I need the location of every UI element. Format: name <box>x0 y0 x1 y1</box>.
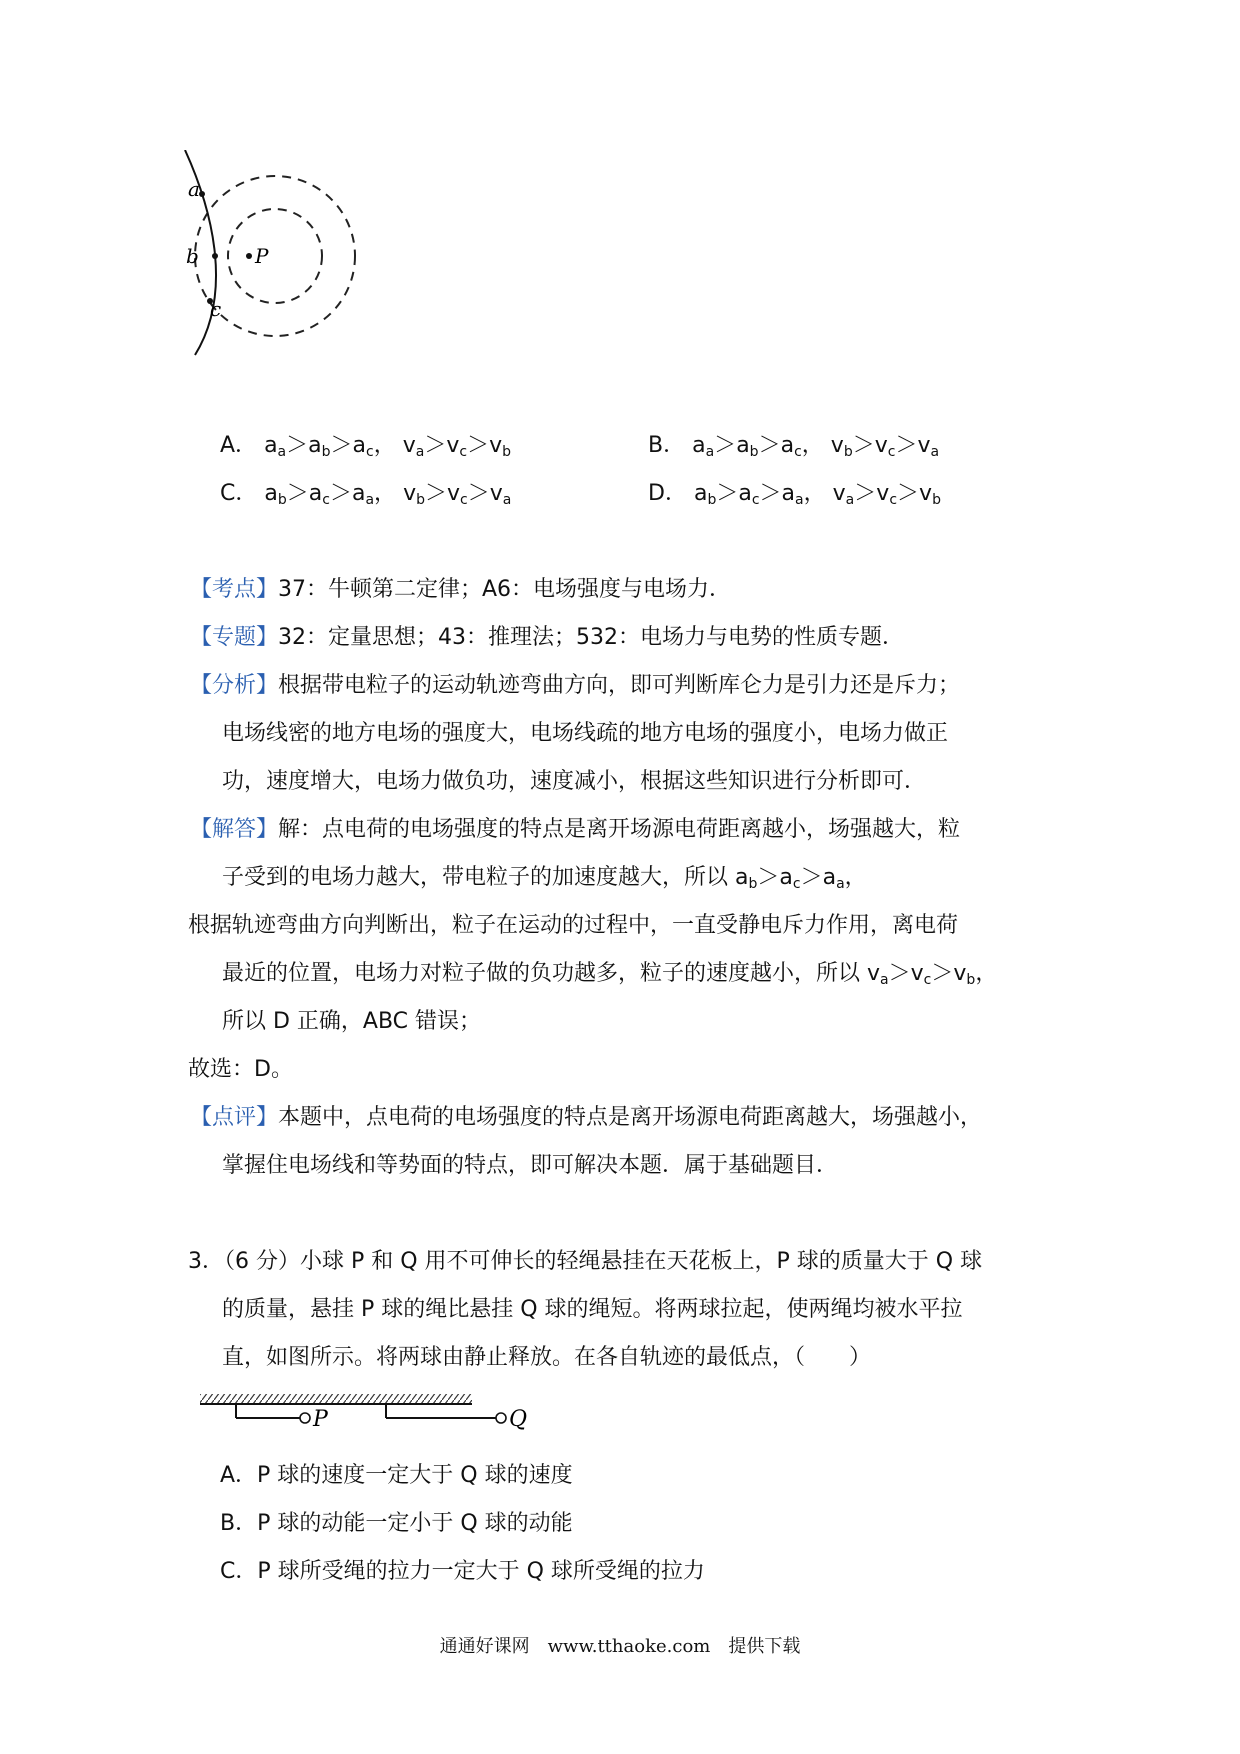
jieda-tag: 【解答】 <box>190 817 279 842</box>
q3-stem-3: 直，如图所示。将两球由静止释放。在各自轨迹的最低点，（ ） <box>222 1345 872 1370</box>
q3-option-b: B．P 球的动能一定小于 Q 球的动能 <box>220 1511 573 1536</box>
q2-option-c: C． $a_b>a_c>a_a$， $v_b>v_c>v_a$ <box>220 481 512 508</box>
q3-option-a: A．P 球的速度一定大于 Q 球的速度 <box>220 1463 573 1488</box>
jieda-line-2: 子受到的电场力越大，带电粒子的加速度越大，所以 $a_b>a_c>a_a$， <box>222 865 867 892</box>
kaodian-tag: 【考点】 <box>190 577 279 602</box>
q3-option-c: C．P 球所受绳的拉力一定大于 Q 球所受绳的拉力 <box>220 1559 705 1584</box>
q3-stem-1: 3．（6 分）小球 P 和 Q 用不可伸长的轻绳悬挂在天花板上，P 球的质量大于 Q 球 <box>188 1249 983 1274</box>
ball-q <box>496 1413 506 1423</box>
zhuanti-line: 【专题】32：定量思想；43：推理法；532：电场力与电势的性质专题． <box>190 625 904 650</box>
label-b: b <box>186 244 199 268</box>
dianping-line-2: 掌握住电场线和等势面的特点，即可解决本题．属于基础题目． <box>222 1153 839 1178</box>
ceiling-hatch <box>200 1394 472 1403</box>
q2-option-d: D． $a_b>a_c>a_a$， $v_a>v_c>v_b$ <box>648 481 941 508</box>
ball-p <box>300 1413 310 1423</box>
fenxi-tag: 【分析】 <box>190 673 279 698</box>
inner-equipotential <box>228 209 322 303</box>
label-p: P <box>255 244 269 268</box>
q3-stem-2: 的质量，悬挂 P 球的绳比悬挂 Q 球的绳短。将两球拉起，使两绳均被水平拉 <box>222 1297 963 1322</box>
dianping-line-1: 【点评】本题中，点电荷的电场强度的特点是离开场源电荷距离越大，场强越小， <box>190 1105 983 1130</box>
jieda-line-3: 根据轨迹弯曲方向判断出，粒子在运动的过程中，一直受静电斥力作用，离电荷 <box>188 913 959 938</box>
label-a: a <box>188 177 200 201</box>
kaodian-line: 【考点】37：牛顿第二定律；A6：电场强度与电场力． <box>190 577 732 602</box>
fenxi-line-1: 【分析】根据带电粒子的运动轨迹弯曲方向，即可判断库仑力是引力还是斥力； <box>190 673 961 698</box>
jieda-line-5: 所以 D 正确，ABC 错误； <box>222 1009 482 1034</box>
pendulum-figure <box>196 1392 536 1442</box>
ball-q-label: Q <box>509 1407 528 1432</box>
ball-p-label: P <box>313 1407 328 1432</box>
jieda-line-1: 【解答】解：点电荷的电场强度的特点是离开场源电荷距离越小，场强越大，粒 <box>190 817 961 842</box>
trajectory-figure <box>180 150 380 410</box>
jieda-line-6: 故选：D。 <box>188 1057 293 1082</box>
point-p <box>246 253 252 259</box>
page-footer: 通通好课网 www.tthaoke.com 提供下载 <box>439 1636 801 1657</box>
q2-option-b: B． $a_a>a_b>a_c$， $v_b>v_c>v_a$ <box>648 433 940 460</box>
fenxi-line-2: 电场线密的地方电场的强度大，电场线疏的地方电场的强度小，电场力做正 <box>222 721 949 746</box>
label-c: c <box>210 297 222 321</box>
jieda-line-4: 最近的位置，电场力对粒子做的负功越多，粒子的速度越小，所以 $v_a>v_c>v_b$， <box>222 961 998 988</box>
fenxi-line-3: 功，速度增大，电场力做负功，速度减小，根据这些知识进行分析即可． <box>222 769 927 794</box>
dianping-tag: 【点评】 <box>190 1105 279 1130</box>
zhuanti-tag: 【专题】 <box>190 625 279 650</box>
q2-option-a: A． $a_a>a_b>a_c$， $v_a>v_c>v_b$ <box>220 433 512 460</box>
point-b <box>212 253 218 259</box>
